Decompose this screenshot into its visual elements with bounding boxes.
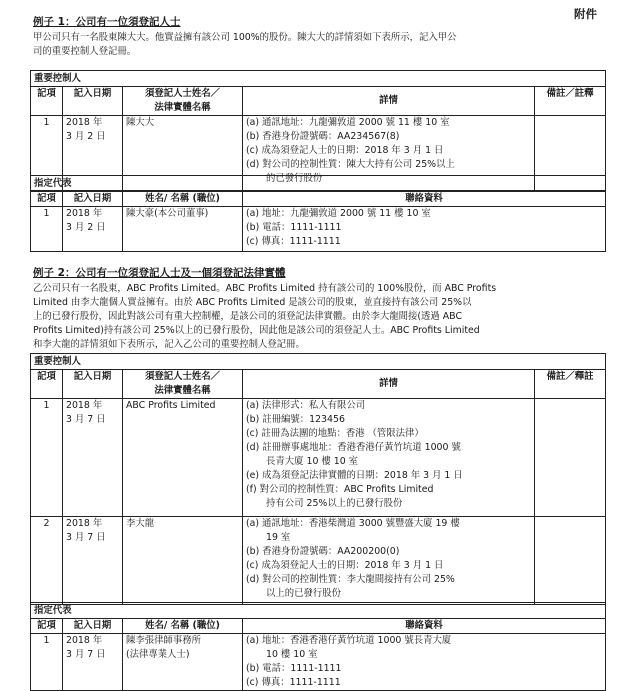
record-cell: 2 [31, 517, 63, 605]
annex-label: 附件 [574, 7, 597, 21]
date-cell: 2018 年 3 月 7 日 [63, 634, 123, 691]
col-header-name: 須登記人士姓名／ 法律實體名稱 [123, 87, 243, 116]
col-header-date: 記入日期 [63, 192, 123, 207]
contact-cell: (a) 地址：香港香港仔黃竹坑道 1000 號長青大廈 10 樓 10 室 (b) 電話：1111-1111 (c) 傳真：1111-1111 [243, 634, 606, 691]
col-header-remarks: 備註／註釋 [535, 87, 606, 116]
remarks-cell [535, 399, 606, 517]
col-header-contact: 聯絡資料 [243, 619, 606, 634]
col-header-record: 記項 [31, 192, 63, 207]
table-row [31, 634, 606, 691]
name-cell: 陳李張律師事務所 (法律專業人士) [123, 634, 243, 691]
col-header-contact: 聯絡資料 [243, 192, 606, 207]
section-title: 指定代表 [31, 176, 606, 192]
example2-paragraph [33, 282, 603, 352]
record-cell: 1 [31, 399, 63, 517]
remarks-cell [535, 517, 606, 605]
date-cell: 2018 年 3 月 7 日 [63, 517, 123, 605]
name-cell: 陳大大 [123, 116, 243, 191]
paragraph-line: 甲公司只有一名股東陳大大。他實益擁有該公司 100%的股份。陳大大的詳情須如下表所示，記入甲公 [33, 32, 457, 43]
record-cell: 1 [31, 116, 63, 191]
details-cell: (a) 法律形式：私人有限公司 (b) 註冊編號：123456 (c) 註冊為法團的地點：香港 （管限法律） (d) 註冊辦事處地址：香港香港仔黃竹坑道 1000 號 長青大廈 10 樓 10 室 (e) 成為須登記法律實體的日期：2018 年 3 月 1 日 (f) 對公司的控制性質：ABC Profits Limited 持有公司 25%以上的已發行股份 [243, 399, 535, 517]
col-header-record: 記項 [31, 370, 63, 399]
col-header-remarks: 備註／釋註 [535, 370, 606, 399]
example1-designated-representative-table [30, 175, 606, 252]
col-header-name: 姓名/ 名稱 (職位) [123, 619, 243, 634]
record-cell: 1 [31, 207, 63, 252]
col-header-details: 詳情 [243, 370, 535, 399]
col-header-date: 記入日期 [63, 619, 123, 634]
date-cell: 2018 年 3 月 7 日 [63, 399, 123, 517]
paragraph-line: Profits Limited)持有該公司 25%以上的已發行股份，因此他是該公司的須登記人士。ABC Profits Limited [33, 325, 480, 336]
paragraph-line: 乙公司只有一名股東，ABC Profits Limited。ABC Profits Limited 持有該公司的 100%股份，而 ABC Profits [33, 283, 497, 294]
paragraph-line: 司的重要控制人登記冊。 [33, 46, 137, 57]
example1-heading: 例子 1：公司有一位須登記人士 [33, 16, 181, 28]
section-title: 指定代表 [31, 603, 606, 619]
details-cell: (a) 通訊地址：九龍彌敦道 2000 號 11 樓 10 室 (b) 香港身份證號碼：AA234567(8) (c) 成為須登記人士的日期：2018 年 3 月 1 日 (d) 對公司的控制性質：陳大大持有公司 25%以上 的已發行股份 [243, 116, 535, 191]
example2-designated-representative-table [30, 602, 606, 691]
example1-significant-controllers-table [30, 70, 606, 191]
paragraph-line: 和李大龍的詳情須如下表所示，記入乙公司的重要控制人登記冊。 [33, 339, 305, 350]
col-header-date: 記入日期 [63, 370, 123, 399]
paragraph-line: 上的已發行股份，因此對該公司有重大控制權，是該公司的須登記法律實體。由於李大龍間接(透過 ABC [33, 311, 462, 322]
col-header-date: 記入日期 [63, 87, 123, 116]
contact-cell: (a) 地址：九龍彌敦道 2000 號 11 樓 10 室 (b) 電話：1111-1111 (c) 傳真：1111-1111 [243, 207, 606, 252]
date-cell: 2018 年 3 月 2 日 [63, 116, 123, 191]
section-title: 重要控制人 [31, 354, 606, 370]
example2-significant-controllers-table [30, 353, 606, 605]
col-header-name: 須登記人士姓名／ 法律實體名稱 [123, 370, 243, 399]
details-cell: (a) 通訊地址：香港柴灣道 3000 號豐盛大廈 19 樓 19 室 (b) 香港身份證號碼：AA200200(0) (c) 成為須登記人士的日期：2018 年 3 月 1 日 (d) 對公司的控制性質：李大龍間接持有公司 25% 以上的已發行股份 [243, 517, 535, 605]
col-header-record: 記項 [31, 619, 63, 634]
paragraph-line: Limited 由李大龍個人實益擁有。由於 ABC Profits Limited 是該公司的股東，並直接持有該公司 25%以 [33, 297, 472, 308]
date-cell: 2018 年 3 月 2 日 [63, 207, 123, 252]
col-header-record: 記項 [31, 87, 63, 116]
table-row [31, 207, 606, 252]
record-cell: 1 [31, 634, 63, 691]
table-row [31, 517, 606, 605]
name-cell: 陳大豪(本公司董事) [123, 207, 243, 252]
section-title: 重要控制人 [31, 71, 606, 87]
col-header-details: 詳情 [243, 87, 535, 116]
example1-paragraph [33, 31, 603, 59]
name-cell: 李大龍 [123, 517, 243, 605]
col-header-name: 姓名/ 名稱 (職位) [123, 192, 243, 207]
table-row [31, 399, 606, 517]
name-cell: ABC Profits Limited [123, 399, 243, 517]
example2-heading: 例子 2：公司有一位須登記人士及一個須登記法律實體 [33, 267, 286, 279]
